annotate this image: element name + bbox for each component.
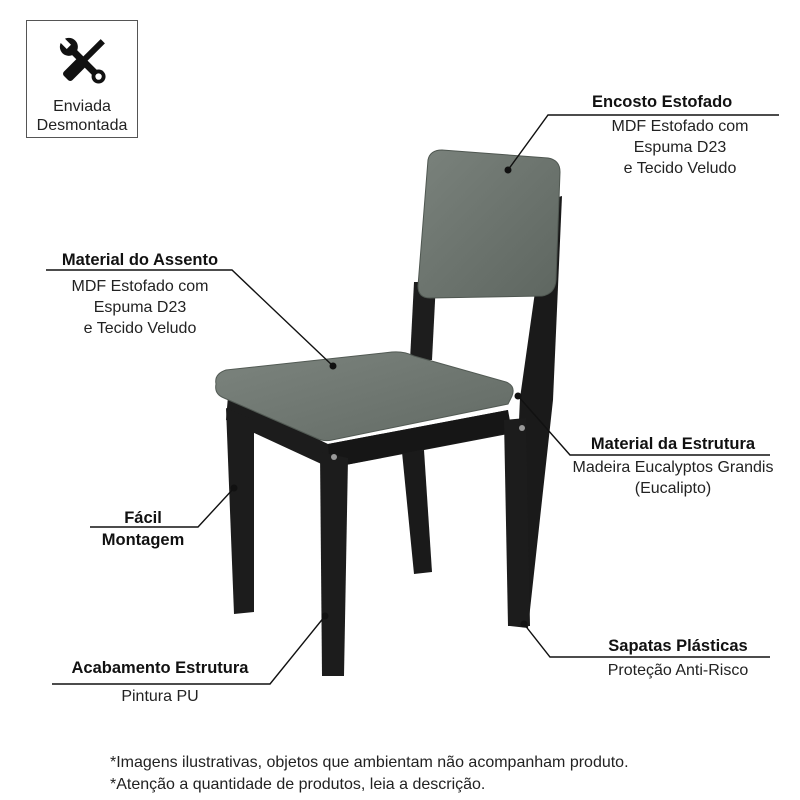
callout-line: Proteção Anti-Risco — [607, 662, 749, 679]
callout-title: Encosto Estofado — [592, 93, 733, 111]
callout-line: Montagem — [101, 531, 185, 549]
callout-line: MDF Estofado com — [71, 278, 209, 295]
callout-facil — [88, 508, 198, 550]
callout-acabamento — [50, 658, 270, 707]
badge-line1: Enviada — [53, 98, 111, 115]
front-leg-center — [320, 452, 348, 676]
callout-line: Pintura PU — [121, 688, 199, 705]
callout-sapatas — [578, 636, 778, 681]
callout-line: MDF Estofado com — [611, 118, 749, 135]
rear-leg-right-lower — [504, 418, 530, 626]
front-leg-left — [226, 408, 254, 614]
callout-estrutura — [548, 434, 798, 499]
callout-line: e Tecido Veludo — [623, 160, 737, 177]
callout-title: Material do Assento — [61, 251, 219, 269]
callout-line: Madeira Eucalyptos Grandis — [572, 459, 774, 476]
disassembled-badge — [26, 20, 138, 138]
badge-line2: Desmontada — [36, 117, 128, 134]
callout-line: e Tecido Veludo — [83, 320, 197, 337]
callout-assento — [40, 250, 240, 339]
disclaimer-notes — [110, 752, 790, 796]
callout-line: Fácil — [124, 509, 162, 527]
screw — [519, 425, 525, 431]
callout-line: Espuma D23 — [633, 139, 727, 156]
callout-line: (Eucalipto) — [634, 480, 712, 497]
disclaimer-line: *Atenção a quantidade de produtos, leia a descrição. — [110, 776, 486, 793]
callout-title: Material da Estrutura — [590, 435, 756, 453]
tools-icon — [53, 31, 113, 91]
callout-line: Espuma D23 — [93, 299, 187, 316]
screw — [331, 454, 337, 460]
back-leg-left — [402, 450, 432, 574]
callout-encosto — [580, 92, 780, 179]
callout-title: Acabamento Estrutura — [71, 659, 249, 677]
disclaimer-line: *Imagens ilustrativas, objetos que ambientam não acompanham produto. — [110, 754, 629, 771]
backrest-cushion — [418, 150, 560, 298]
callout-title: Sapatas Plásticas — [608, 637, 748, 655]
